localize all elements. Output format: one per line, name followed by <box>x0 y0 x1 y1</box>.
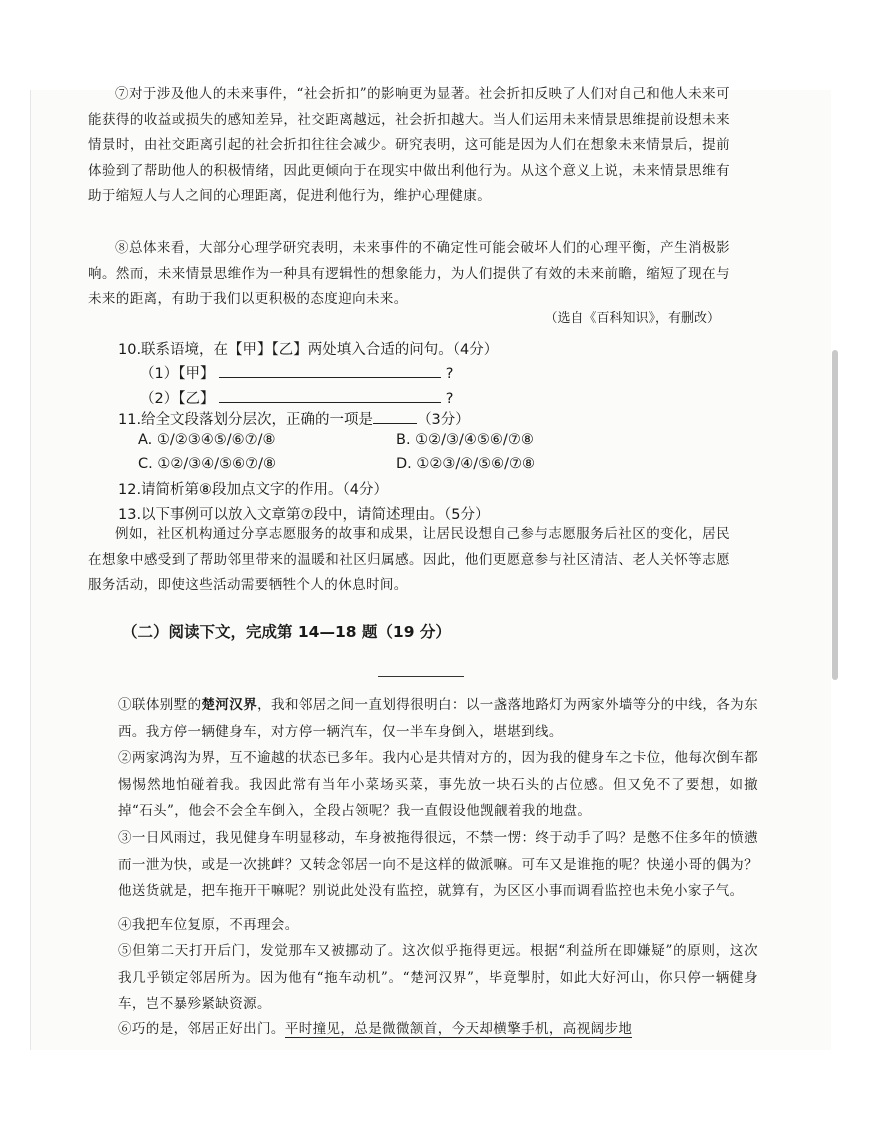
story-paragraph-3: ③一日风雨过，我见健身车明显移动，车身被拖得很远，不禁一愣：终于动手了吗？是憋不住多年的愤懑而一泄为快，或是一次挑衅？又转念邻居一向不是这样的做派嘛。可车又是谁拖的呢？快递小哥的偶为？他送货就是，把车拖开干嘛呢？别说此处没有监控，就算有，为区区小事而调看监控也未免小家子气。 <box>118 830 758 900</box>
q11-score: （3分） <box>417 412 470 428</box>
section-heading: （二）阅读下文，完成第 14—18 题（19 分） <box>122 623 451 641</box>
question-13-example: 例如，社区机构通过分享志愿服务的故事和成果，让居民设想自己参与志愿服务后社区的变化，居民在想象中感受到了帮助邻里带来的温暖和社区归属感。因此，他们更愿意参与社区清洁、老人关怀等志愿服务活动，即使这些活动需要牺牲个人的休息时间。 <box>88 526 730 594</box>
q10-1-label: （1）【甲】 <box>140 366 215 382</box>
q10-2-label: （2）【乙】 <box>140 391 215 407</box>
option-b[interactable]: B. ①②/③/④⑤⑥/⑦⑧ <box>396 432 534 448</box>
story-p1-keyword: 楚河汉界 <box>201 697 258 713</box>
story-paragraph-5: ⑤但第二天打开后门，发觉那车又被挪动了。这次似乎拖得更远。根据“利益所在即嫌疑”的原则，这次我几乎锁定邻居所为。因为他有“拖车动机”。“楚河汉界”，毕竟掣肘，如此大好河山，你只停一辆健身车，岂不暴殄紧缺资源。 <box>118 943 758 1013</box>
paragraph-8: ⑧总体来看，大部分心理学研究表明，未来事件的不确定性可能会破坏人们的心理平衡，产生消极影响。然而，未来情景思维作为一种具有逻辑性的想象能力，为人们提供了有效的未来前瞻，缩短了现在与未来的距离，有助于我们以更积极的态度迎向未来。 <box>88 240 730 308</box>
story-p6-underlined: 平时撞见，总是微微颔首，今天却横擎手机，高视阔步地 <box>284 1021 633 1037</box>
option-c[interactable]: C. ①②/③④/⑤⑥⑦/⑧ <box>138 456 276 472</box>
source-citation: （选自《百科知识》，有删改） <box>544 311 720 326</box>
question-13: 13.以下事例可以放入文章第⑦段中，请简述理由。（5分） <box>118 507 490 523</box>
story-paragraph-4: ④我把车位复原，不再理会。 <box>118 917 299 933</box>
answer-blank-2[interactable] <box>219 388 441 403</box>
option-a[interactable]: A. ①/②③④⑤/⑥⑦/⑧ <box>138 432 276 448</box>
q10-1-mark: ? <box>445 366 454 382</box>
scrollbar-thumb[interactable] <box>832 350 838 680</box>
question-12: 12.请简析第⑧段加点文字的作用。（4分） <box>118 482 389 498</box>
answer-blank-11[interactable] <box>373 409 417 424</box>
question-11 <box>118 408 470 429</box>
answer-blank-1[interactable] <box>219 363 441 378</box>
story-p1-end: ，我和邻居之间一直划得很明白：以一盏落地路灯为两家外墙等分的中线，各为东西。我方停一辆健身车，对方停一辆汽车，仅一半车身倒入，堪堪到线。 <box>118 697 758 740</box>
question-10-item-2 <box>140 387 453 408</box>
story-p1-start: ①联体别墅的 <box>118 697 202 713</box>
question-10-item-1 <box>140 362 453 383</box>
story-paragraph-2: ②两家鸿沟为界，互不逾越的状态已多年。我内心是共情对方的，因为我的健身车之卡位，他每次倒车都惕惕然地怕碰着我。我因此常有当年小菜场买菜，事先放一块石头的占位感。但又免不了要想，如撤掉“石头”，他会不会全车倒入，全段占领呢？我一直假设他觊觎着我的地盘。 <box>118 750 758 820</box>
option-d[interactable]: D. ①②③/④/⑤⑥/⑦⑧ <box>396 456 536 472</box>
q11-text: 11.给全文段落划分层次，正确的一项是 <box>118 412 374 428</box>
question-10: 10.联系语境，在【甲】【乙】两处填入合适的问句。（4分） <box>118 342 499 358</box>
story-paragraph-6 <box>118 1016 758 1043</box>
story-p6-start: ⑥巧的是，邻居正好出门。 <box>118 1021 285 1037</box>
story-paragraph-1 <box>118 692 758 745</box>
paragraph-7: ⑦对于涉及他人的未来事件，“社会折扣”的影响更为显著。社会折扣反映了人们对自己和他人未来可能获得的收益或损失的感知差异，社交距离越远，社会折扣越大。当人们运用未来情景思维提前设想未来情景时，由社交距离引起的社会折扣往往会减少。研究表明，这可能是因为人们在想象未来情景后，提前体验到了帮助他人的积极情绪，因此更倾向于在现实中做出利他行为。从这个意义上说，未来情景思维有助于缩短人与人之间的心理距离，促进利他行为，维护心理健康。 <box>88 86 730 205</box>
q10-2-mark: ? <box>445 391 454 407</box>
title-underline <box>378 676 464 677</box>
